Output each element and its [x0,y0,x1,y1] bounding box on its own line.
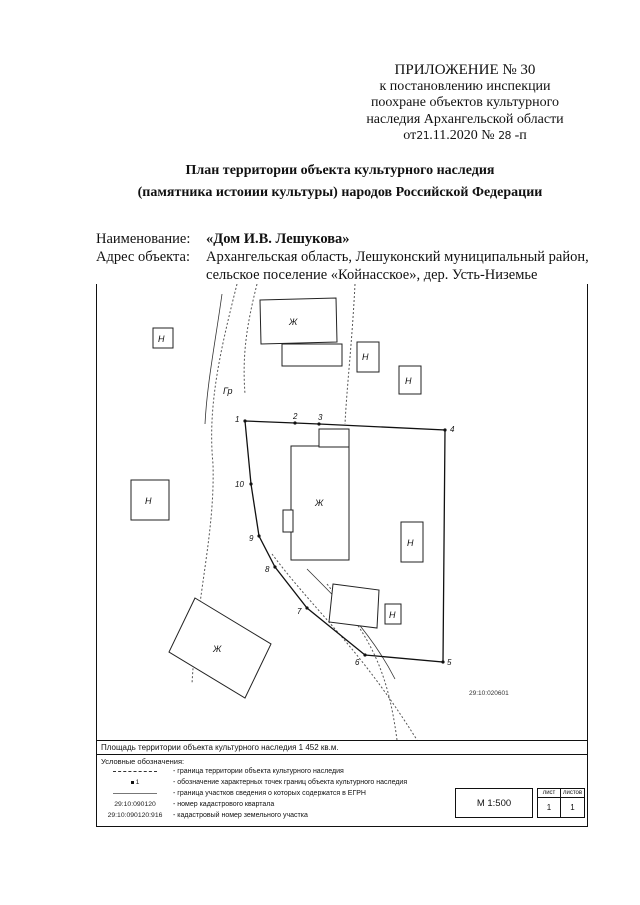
sheet-value: 1 [538,798,561,817]
object-address-label: Адрес объекта: [96,249,190,265]
plan-title-line-2: (памятника истоиии культуры) народов Российской Федерации [137,185,543,200]
legend-text: - граница территории объекта культурного наследия [173,768,344,775]
road-lower-edge-1 [272,554,417,740]
appendix-number: ПРИЛОЖЕНИЕ № 30 [394,62,536,78]
boundary-point-7 [305,606,308,609]
sheet-label: лист [538,789,561,798]
point-label-7: 7 [297,607,302,616]
buildings [131,298,423,698]
site-plan-drawing [97,284,587,740]
legend-symbol-boundary [97,768,173,775]
label-n-right-small: Н [405,376,412,386]
legend-text: - номер кадастрового квартала [173,801,275,808]
legend-text: - обозначение характерных точек границ объекта культурного наследия [173,779,408,786]
object-name-row [96,230,626,248]
point-label-10: 10 [235,480,244,489]
decree-suffix: -п [514,128,527,143]
legend-symbol-parcel-number: 29:10:090120:916 [107,812,163,819]
legend-separator [97,754,587,755]
appendix-line-2: к постановлению инспекции [379,78,551,94]
label-zh-main: Ж [315,498,324,508]
legend-symbol-point: 1 [97,779,173,786]
label-n-right: Н [407,538,414,548]
appendix-line-3: поохране объектов культурного [370,95,560,110]
boundary-point-3 [317,422,320,425]
legend-item [97,788,455,799]
site-plan-map [96,284,588,741]
point-label-2: 2 [293,412,298,421]
boundary-point-9 [257,534,260,537]
plan-title-line-1: План территории объекта культурного наследия [185,163,495,178]
legend-item [97,810,455,821]
point-label-9: 9 [249,534,254,543]
point-label-4: 4 [450,425,455,434]
legend-item [97,766,455,777]
legend-list [97,766,455,821]
object-address-line-2: сельское поселение «Койнасское», дер. Усть-Низемье [206,267,538,283]
road-upper-edge [345,284,355,424]
object-name-value: «Дом И.В. Лешукова» [206,231,350,247]
cadastral-quarter-label: 29:10:020601 [469,690,509,697]
label-n-top-left: Н [158,334,165,344]
label-zh-bottom: Ж [213,644,222,654]
object-address-line-1: Архангельская область, Лешуконский муниципальный район, [206,249,589,265]
date-prefix: от [403,128,417,143]
date-rest: .11.2020 № [429,128,495,143]
plan-title [60,160,620,204]
point-label-8: 8 [265,565,270,574]
territory-area: Площадь территории объекта культурного наследия 1 452 кв.м. [101,743,339,752]
legend-title: Условные обозначения: [101,757,185,766]
point-label-6: 6 [355,658,360,667]
legend-text: - кадастровый номер земельного участка [173,812,308,819]
boundary-point-10 [249,482,252,485]
building-shed [329,584,379,628]
object-info [96,230,626,284]
sheets-value: 1 [570,803,575,812]
object-address-row [96,248,626,284]
legend-block [96,740,588,827]
building-zh-main-porch [319,429,349,447]
date-day-handwritten: 21 [416,129,430,142]
appendix-date-line [330,128,600,145]
decree-number-handwritten: 28 [498,129,512,142]
object-name-label: Наименование: [96,231,191,247]
building-zh-main-side [283,510,293,532]
label-zh-top: Ж [289,317,298,327]
boundary-point-6 [363,653,366,656]
sheet-counter [537,788,585,818]
appendix-header [330,62,600,145]
building-zh-top [260,298,337,344]
legend-symbol-quarter: 29:10:090120 [114,801,156,808]
label-n-top-right: Н [362,352,369,362]
boundary-point-5 [441,660,444,663]
scale-box: М 1:500 [455,788,533,818]
boundary-point-1 [243,419,246,422]
legend-item [97,799,455,810]
appendix-line-4: наследия Архангельской области [366,111,564,127]
point-label-3: 3 [318,413,323,422]
legend-item [97,777,455,788]
building-zh-top-annex [282,344,342,366]
legend-text: - граница участков сведения о которых содержатся в ЕГРН [173,790,366,797]
point-label-1: 1 [235,415,240,424]
label-n-left: Н [145,496,152,506]
legend-symbol-parcel [97,790,173,797]
boundary-point-8 [273,565,276,568]
point-label-5: 5 [447,658,452,667]
boundary-point-4 [443,428,446,431]
boundary-point-2 [293,421,296,424]
label-gr: Гр [223,386,233,396]
sheets-label: листов [562,790,583,796]
label-n-bottom: Н [389,610,396,620]
road-right-edge [244,284,257,394]
